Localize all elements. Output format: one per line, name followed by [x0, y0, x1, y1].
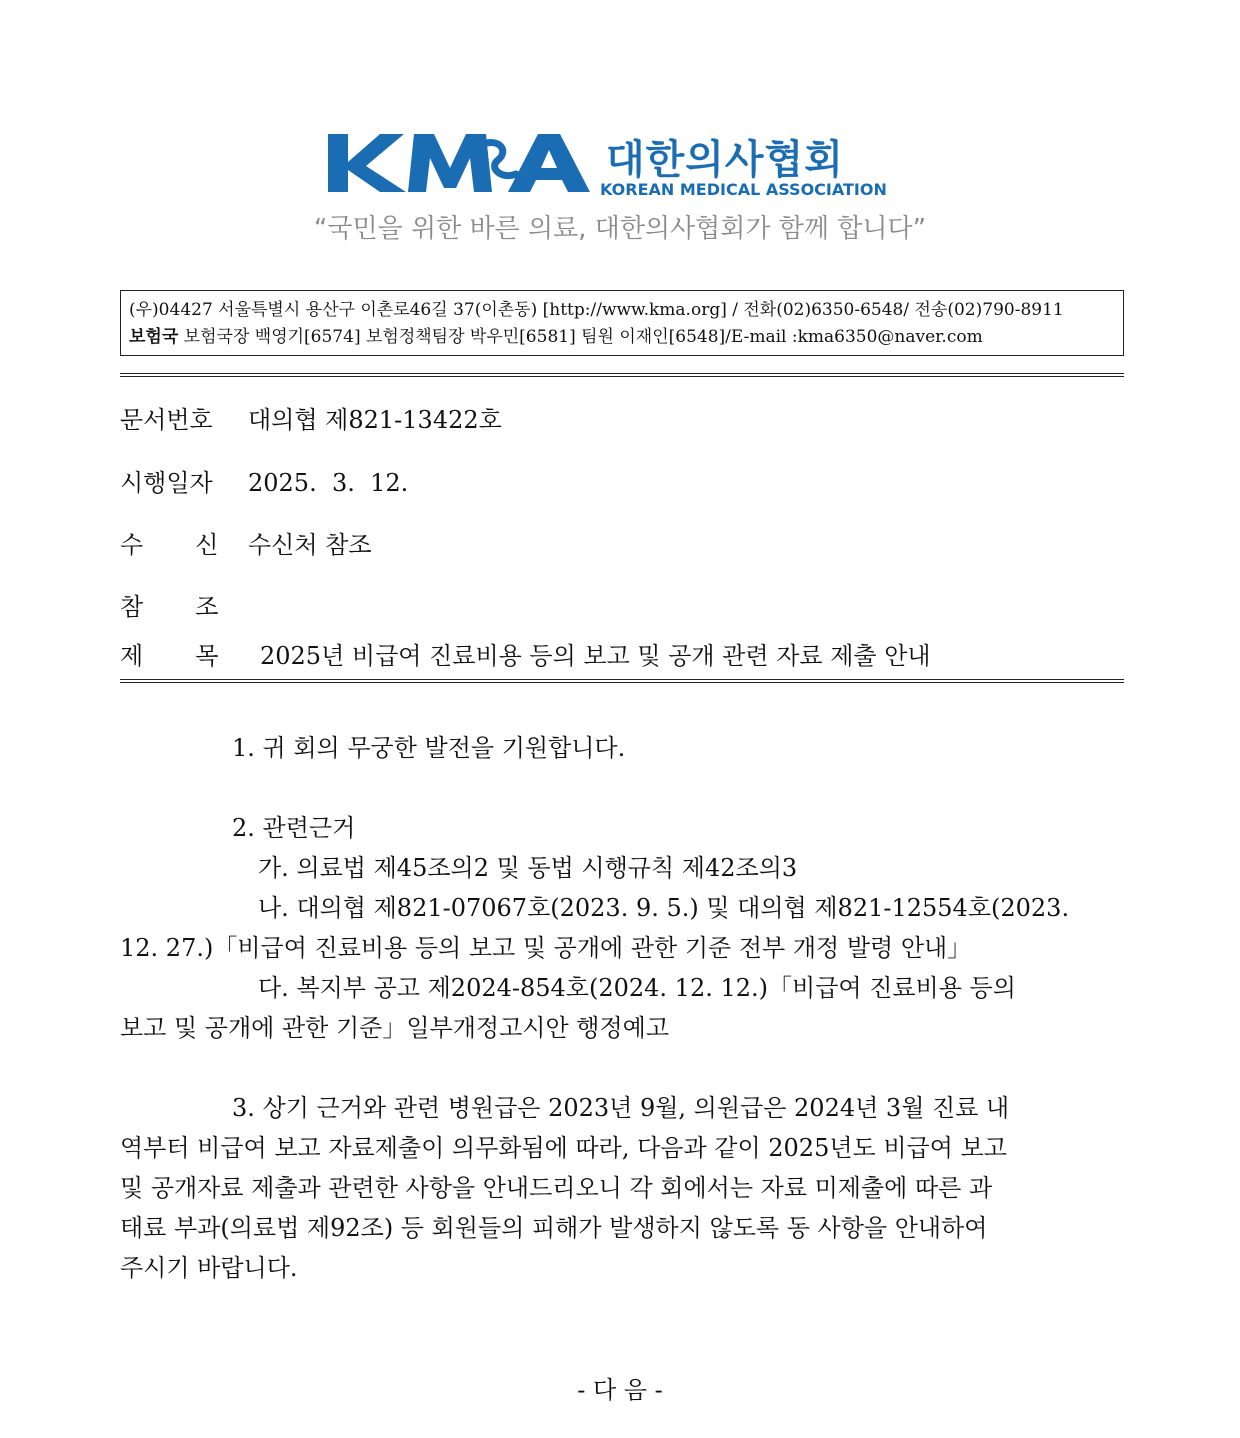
meta-divider: [120, 679, 1124, 683]
paragraph-3-line4: 태료 부과(의료법 제92조) 등 회원들의 피해가 발생하지 않도록 동 사항을 안내하여: [120, 1214, 988, 1242]
doc-number-label: 문서번호: [120, 406, 213, 434]
paragraph-3-line2: 역부터 비급여 보고 자료제출이 의무화됨에 따라, 다음과 같이 2025년도 비급여 보고: [120, 1134, 1007, 1162]
reference-row: [120, 587, 248, 622]
kma-logo-mark: [328, 128, 596, 198]
date-label: 시행일자: [120, 469, 213, 497]
slogan: “국민을 위한 바른 의료, 대한의사협회가 함께 합니다”: [313, 214, 927, 244]
subject-label: [120, 636, 260, 671]
logo-english-name: KOREAN MEDICAL ASSOCIATION: [600, 180, 887, 199]
paragraph-3: [120, 1088, 1124, 1288]
recipient-row: [120, 525, 372, 560]
paragraph-3-line1: 3. 상기 근거와 관련 병원급은 2023년 9월, 의원급은 2024년 3월 진료 내: [232, 1094, 1010, 1122]
paragraph-2-item-c-line1: 다. 복지부 공고 제2024-854호(2024. 12. 12.)「비급여 진료비용 등의: [258, 974, 1016, 1002]
recipient-label: [120, 525, 248, 560]
subject-label-a: 제: [120, 642, 144, 670]
recipient-label-a: 수: [120, 531, 144, 559]
paragraph-1-text: 1. 귀 회의 무궁한 발전을 기원합니다.: [232, 734, 626, 762]
recipient-value: 수신처 참조: [248, 531, 372, 559]
subject-row: [120, 636, 931, 671]
contact-staff-line: [129, 324, 1115, 351]
recipient-label-b: 신: [195, 531, 219, 559]
reference-label-a: 참: [120, 593, 144, 621]
paragraph-2-item-b-line1: 나. 대의협 제821-07067호(2023. 9. 5.) 및 대의협 제821-12554호(2023.: [258, 894, 1070, 922]
paragraph-3-line3: 및 공개자료 제출과 관련한 사항을 안내드리오니 각 회에서는 자료 미제출에 따른 과: [120, 1174, 993, 1202]
header-divider: [120, 373, 1124, 377]
paragraph-2-heading: 2. 관련근거: [232, 814, 356, 842]
subject-label-b: 목: [195, 642, 219, 670]
contact-address-line: (우)04427 서울특별시 용산구 이촌로46길 37(이촌동) [http://www.kma.org] / 전화(02)6350-6548/ 전송(02)790-8911: [129, 300, 1064, 320]
paragraph-2-item-b-line2: 12. 27.)「비급여 진료비용 등의 보고 및 공개에 관한 기준 전부 개정 발령 안내」: [120, 934, 972, 962]
reference-label: [120, 587, 248, 622]
contact-staff: 보험국장 백영기[6574] 보험정책팀장 박우민[6581] 팀원 이재인[6548]/E-mail :kma6350@naver.com: [178, 327, 983, 347]
kma-logo: [328, 128, 918, 208]
paragraph-3-line5: 주시기 바랍니다.: [120, 1254, 298, 1282]
next-section-marker: - 다 음 -: [577, 1376, 663, 1404]
reference-label-b: 조: [195, 593, 219, 621]
contact-box: [120, 290, 1124, 356]
subject-value: 2025년 비급여 진료비용 등의 보고 및 공개 관련 자료 제출 안내: [260, 642, 931, 670]
contact-department: 보험국: [129, 327, 179, 347]
logo-korean-name: 대한의사협회: [606, 137, 844, 183]
date-row: [120, 463, 408, 498]
paragraph-2-item-c-line2: 보고 및 공개에 관한 기준」일부개정고시안 행정예고: [120, 1014, 670, 1042]
paragraph-1: [120, 728, 1124, 768]
doc-number: 대의협 제821-13422호: [248, 406, 502, 434]
date-value: 2025. 3. 12.: [248, 469, 409, 497]
paragraph-2-item-a: 가. 의료법 제45조의2 및 동법 시행규칙 제42조의3: [258, 854, 798, 882]
doc-number-row: [120, 400, 502, 435]
paragraph-2: [120, 808, 1124, 1048]
